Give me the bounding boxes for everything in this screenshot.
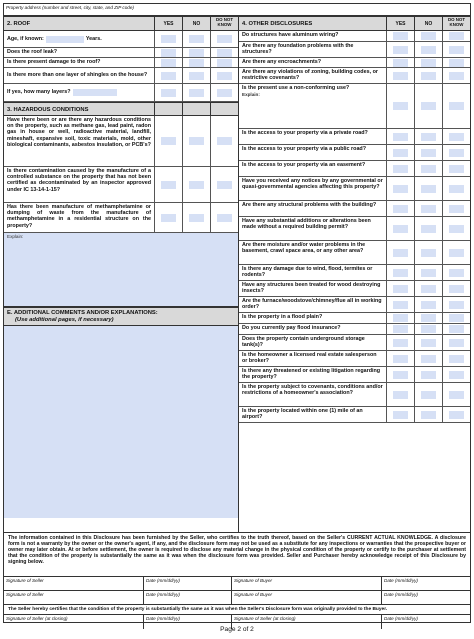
hazard-question-3: Has there been manufacture of methamphetamine or dumping of waste from the manufacture of methamphetamine in a residential structure on the property? (7, 204, 151, 229)
checkbox[interactable] (421, 285, 436, 293)
dont-know-column-label: DO NOT KNOW (210, 17, 238, 30)
roof-damage-row (4, 58, 238, 68)
hazard-question-1: Have there been or are there any hazardous conditions on the property, such as methane gas, lead paint, radon gas in house or well, radioactive material, landfill, mineshaft, expansive soil, toxic materials, mold, other biological contaminants, asbestos insulation, or PCB's? (7, 117, 151, 148)
other-disclosure-row (239, 351, 470, 367)
checkbox[interactable] (421, 102, 436, 110)
other-disclosure-question: Is the homeowner a licensed real estate salesperson or broker? (242, 352, 377, 365)
other-disclosure-row (239, 407, 470, 423)
page-number: Page 2 of 2 (220, 626, 254, 633)
checkbox[interactable] (189, 72, 204, 80)
checkbox[interactable] (421, 339, 436, 347)
checkbox[interactable] (421, 391, 436, 399)
signature-row-1 (4, 577, 470, 591)
checkbox[interactable] (449, 165, 464, 173)
checkbox[interactable] (449, 133, 464, 141)
checkbox[interactable] (393, 355, 408, 363)
roof-title: 2. ROOF (7, 21, 31, 27)
checkbox[interactable] (393, 314, 408, 322)
checkbox[interactable] (449, 301, 464, 309)
checkbox[interactable] (393, 301, 408, 309)
roof-age-unit: Years. (85, 35, 102, 42)
checkbox[interactable] (189, 35, 204, 43)
checkbox[interactable] (393, 102, 408, 110)
other-disclosure-question-text: Is the present use a non-conforming use? (242, 85, 350, 91)
checkbox[interactable] (449, 325, 464, 333)
other-disclosure-row (239, 241, 470, 265)
roof-age-input[interactable] (46, 36, 84, 43)
checkbox[interactable] (421, 411, 436, 419)
checkbox[interactable] (217, 35, 232, 43)
other-disclosure-question: Have any substantial additions or alterations been made without a required building permit? (242, 218, 371, 231)
checkbox[interactable] (449, 371, 464, 379)
hazard-row-2 (4, 167, 238, 203)
other-disclosure-question: Have you received any notices by any governmental or quasi-governmental agencies affecting this property? (242, 178, 383, 191)
checkbox[interactable] (421, 205, 436, 213)
other-disclosure-question: Does the property contain underground storage tank(s)? (242, 336, 365, 349)
seller-certification: The Seller hereby certifies that the condition of the property is substantially the same as it was when the Seller's Disclosure form was originally provided to the Buyer. (4, 605, 470, 615)
checkbox[interactable] (421, 165, 436, 173)
other-disclosure-row (239, 383, 470, 407)
checkbox[interactable] (393, 59, 408, 67)
checkbox[interactable] (449, 225, 464, 233)
checkbox[interactable] (393, 185, 408, 193)
checkbox[interactable] (393, 32, 408, 40)
checkbox[interactable] (393, 133, 408, 141)
buyer-signature-field-2[interactable]: Signature of Buyer (232, 591, 382, 604)
seller-signature-field[interactable]: Signature of Seller (4, 577, 144, 590)
other-disclosure-row (239, 265, 470, 281)
checkbox[interactable] (393, 249, 408, 257)
checkbox[interactable] (217, 89, 232, 97)
checkbox[interactable] (449, 46, 464, 54)
checkbox[interactable] (393, 72, 408, 80)
seller-signature-field-2[interactable]: Signature of Seller (4, 591, 144, 604)
checkbox[interactable] (217, 59, 232, 67)
checkbox[interactable] (189, 181, 204, 189)
checkbox[interactable] (449, 314, 464, 322)
checkbox[interactable] (393, 339, 408, 347)
disclosure-form-page (3, 3, 471, 623)
other-disclosure-row (239, 217, 470, 241)
checkbox[interactable] (421, 149, 436, 157)
other-disclosure-question: Is the property subject to covenants, conditions and/or restrictions of a homeowner's association? (242, 384, 383, 397)
checkbox[interactable] (161, 214, 176, 222)
checkbox[interactable] (449, 249, 464, 257)
other-disclosure-row (239, 201, 470, 217)
roof-damage-question: Is there present damage to the roof? (7, 59, 101, 66)
seller-closing-date-field[interactable]: Date (mm/dd/yy) (144, 615, 232, 629)
other-disclosure-row (239, 68, 470, 84)
other-disclosure-question: Is the property in a flood plain? (242, 314, 323, 320)
seller-date-field[interactable]: Date (mm/dd/yy) (144, 577, 232, 590)
other-disclosure-question: Are there any violations of zoning, building codes, or restrictive covenants? (242, 69, 378, 82)
other-disclosure-row (239, 84, 470, 129)
hazard-row-1 (4, 116, 238, 167)
roof-layers-row (4, 68, 238, 84)
signature-section (3, 533, 471, 623)
checkbox[interactable] (217, 137, 232, 145)
other-disclosure-question: Are there any foundation problems with the structures? (242, 43, 354, 56)
checkbox[interactable] (449, 102, 464, 110)
checkbox[interactable] (393, 225, 408, 233)
other-disclosure-question: Are there any encroachments? (242, 59, 322, 65)
checkbox[interactable] (449, 411, 464, 419)
other-disclosure-question: Is there any damage due to wind, flood, termites or rodents? (242, 266, 373, 279)
seller-notice: The information contained in this Disclosure has been furnished by the Seller, who certifies to the truth thereof, based on the Seller's CURRENT ACTUAL KNOWLEDGE. A disclosure form is not a warranty by the owner or the owner's agent, if any, and the disclosure form may not be used as a substitute for any inspections or warranties that the prospective buyer or owner may later obtain. At or before settlement, the owner is required to disclose any material change in the physical condition of the property or certify to the purchaser at settlement that the condition of the property is substantially the same as it was when the disclosure form was provided. Seller and Purchaser hereby acknowledge receipt of this Disclosure by signing below. (4, 533, 470, 577)
buyer-signature-field[interactable]: Signature of Buyer (232, 577, 382, 590)
right-column (239, 16, 471, 533)
other-disclosure-row (239, 297, 470, 313)
checkbox[interactable] (449, 355, 464, 363)
comments-textarea[interactable] (4, 326, 238, 518)
buyer-date-field-2[interactable]: Date (mm/dd/yy) (384, 592, 418, 597)
roof-age-label: Age, if known: (7, 35, 44, 42)
signature-row-2 (4, 591, 470, 605)
checkbox[interactable] (161, 59, 176, 67)
checkbox[interactable] (421, 355, 436, 363)
checkbox[interactable] (421, 133, 436, 141)
checkbox[interactable] (421, 225, 436, 233)
seller-closing-date-field-2[interactable]: Date (mm/dd/yy) (384, 616, 418, 621)
checkbox[interactable] (449, 72, 464, 80)
other-disclosure-question: Is the access to your property via a private road? (242, 130, 368, 136)
checkbox[interactable] (189, 59, 204, 67)
hazard-row-3 (4, 203, 238, 233)
other-disclosure-question: Are there moisture and/or water problems in the basement, crawl space area, or any other area? (242, 242, 366, 255)
roof-how-many-row (4, 84, 238, 102)
hazard-question-2: Is there contamination caused by the manufacture of a controlled substance on the property that has not been certified as decontaminated by an inspector approved under IC 13-14-1-15? (7, 168, 151, 193)
other-title: 4. OTHER DISCLOSURES (242, 21, 313, 27)
roof-age-row (4, 31, 238, 48)
other-disclosure-row (239, 335, 470, 351)
checkbox[interactable] (449, 149, 464, 157)
other-section-header (239, 17, 470, 31)
checkbox[interactable] (421, 46, 436, 54)
checkbox[interactable] (393, 269, 408, 277)
checkbox[interactable] (189, 49, 204, 57)
checkbox[interactable] (421, 325, 436, 333)
checkbox[interactable] (449, 32, 464, 40)
buyer-date-field[interactable]: Date (mm/dd/yy) (384, 578, 418, 583)
other-disclosure-row (239, 31, 470, 42)
seller-date-field-2[interactable]: Date (mm/dd/yy) (144, 591, 232, 604)
other-disclosure-question: Are there any structural problems with the building? (242, 202, 377, 208)
seller-closing-signature-field[interactable]: Signature of Seller (at closing) (4, 615, 144, 629)
other-disclosure-question: Is the access to your property via an easement? (242, 162, 366, 168)
roof-leak-question: Does the roof leak? (7, 49, 58, 56)
other-disclosure-question: Is the property located within one (1) mile of an airport? (242, 408, 363, 421)
checkbox[interactable] (189, 89, 204, 97)
comments-title: E. ADDITIONAL COMMENTS AND/OR EXPLANATIONS: (7, 310, 158, 316)
other-disclosure-row (239, 161, 470, 177)
checkbox[interactable] (421, 301, 436, 309)
hazard-section-header (4, 102, 238, 116)
checkbox[interactable] (421, 32, 436, 40)
other-disclosure-row (239, 367, 470, 383)
no-column-label: NO (182, 17, 210, 30)
left-column (3, 16, 239, 533)
hazard-explain-label: Explain: (7, 234, 24, 239)
checkbox[interactable] (393, 46, 408, 54)
checkbox[interactable] (393, 391, 408, 399)
other-disclosure-question: Do you currently pay flood insurance? (242, 325, 341, 331)
other-disclosure-row (239, 313, 470, 324)
checkbox[interactable] (393, 411, 408, 419)
other-disclosure-question: Is the access to your property via a public road? (242, 146, 367, 152)
checkbox[interactable] (449, 339, 464, 347)
checkbox[interactable] (393, 371, 408, 379)
checkbox[interactable] (161, 35, 176, 43)
other-explain-label: Explain: (242, 92, 260, 98)
property-address-field[interactable]: Property address (number and street, city, state, and ZIP code) (3, 3, 471, 16)
checkbox[interactable] (393, 149, 408, 157)
checkbox[interactable] (161, 89, 176, 97)
checkbox[interactable] (421, 72, 436, 80)
checkbox[interactable] (189, 137, 204, 145)
roof-layers-input[interactable] (73, 89, 117, 96)
checkbox[interactable] (161, 181, 176, 189)
other-disclosure-row (239, 58, 470, 68)
checkbox[interactable] (421, 371, 436, 379)
hazard-title: 3. HAZARDOUS CONDITIONS (7, 107, 89, 113)
yes-column-label: YES (386, 17, 414, 30)
checkbox[interactable] (421, 314, 436, 322)
comments-section-header (4, 307, 238, 326)
checkbox[interactable] (421, 59, 436, 67)
checkbox[interactable] (217, 214, 232, 222)
other-disclosure-question: Are the furnace/woodstove/chimney/flue all in working order? (242, 298, 382, 311)
checkbox[interactable] (449, 59, 464, 67)
seller-closing-signature-field-2[interactable]: Signature of Seller (at closing) (232, 615, 382, 629)
checkbox[interactable] (449, 285, 464, 293)
other-disclosure-row (239, 145, 470, 161)
checkbox[interactable] (393, 285, 408, 293)
checkbox[interactable] (449, 185, 464, 193)
checkbox[interactable] (449, 391, 464, 399)
checkbox[interactable] (421, 185, 436, 193)
checkbox[interactable] (421, 269, 436, 277)
other-disclosure-row (239, 129, 470, 145)
hazard-explain-field[interactable] (4, 233, 238, 307)
dont-know-column-label: DO NOT KNOW (442, 17, 470, 30)
checkbox[interactable] (217, 72, 232, 80)
other-disclosure-question: Is there any threatened or existing litigation regarding the property? (242, 368, 381, 381)
other-disclosure-question: Do structures have aluminum wiring? (242, 32, 339, 38)
checkbox[interactable] (393, 325, 408, 333)
other-disclosure-row (239, 324, 470, 335)
roof-leak-row (4, 48, 238, 58)
checkbox[interactable] (217, 181, 232, 189)
checkbox[interactable] (449, 205, 464, 213)
checkbox[interactable] (161, 72, 176, 80)
other-disclosures-list (239, 31, 470, 423)
roof-layers-question: Is there more than one layer of shingles on the house? (7, 72, 148, 79)
no-column-label: NO (414, 17, 442, 30)
checkbox[interactable] (161, 137, 176, 145)
comments-subtitle: (Use additional pages, if necessary) (15, 316, 114, 323)
checkbox[interactable] (393, 205, 408, 213)
other-disclosure-row (239, 42, 470, 58)
roof-section-header (4, 17, 238, 31)
checkbox[interactable] (189, 214, 204, 222)
checkbox[interactable] (421, 249, 436, 257)
other-disclosure-question (239, 84, 386, 128)
checkbox[interactable] (449, 269, 464, 277)
checkbox[interactable] (217, 49, 232, 57)
checkbox[interactable] (161, 49, 176, 57)
checkbox[interactable] (393, 165, 408, 173)
yes-column-label: YES (154, 17, 182, 30)
roof-how-many-label: If yes, how many layers? (7, 89, 71, 96)
other-disclosure-question: Have any structures been treated for wood destroying insects? (242, 282, 381, 295)
other-disclosure-row (239, 281, 470, 297)
other-disclosure-row (239, 177, 470, 201)
